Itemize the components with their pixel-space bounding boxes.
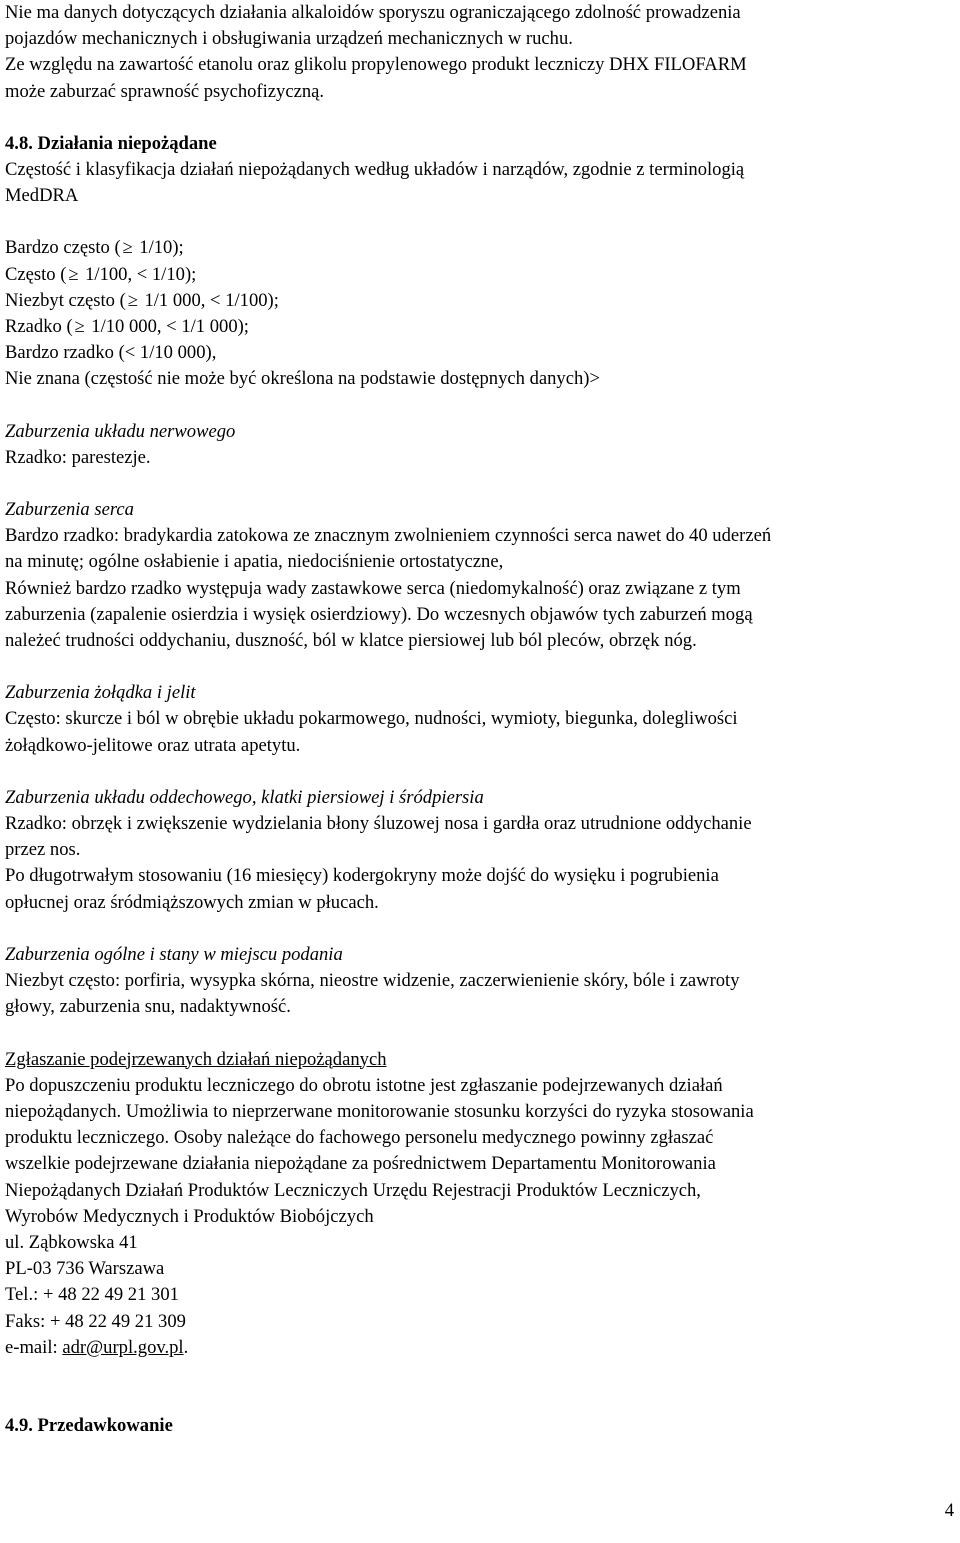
reporting-heading: Zgłaszanie podejrzewanych działań niepożądanych: [5, 1048, 387, 1070]
frequency-item: Często ( ≥ 1/100, < 1/10);: [5, 262, 957, 288]
section-heading-adverse-effects: 4.8. Działania niepożądane: [5, 132, 217, 154]
fax-number: Faks: + 48 22 49 21 309: [5, 1310, 186, 1332]
geq-symbol: ≥: [127, 289, 138, 311]
group-line: Niezbyt często: porfiria, wysypka skórna, nieostre widzenie, zaczerwienienie skóry, bóle i zawroty: [5, 970, 740, 992]
intro-line: Ze względu na zawartość etanolu oraz glikolu propylenowego produkt leczniczy DHX FILOFARM: [5, 54, 747, 76]
group-line: Po długotrwałym stosowaniu (16 miesięcy) kodergokryny może dojść do wysięku i pogrubienia: [5, 865, 719, 887]
intro-line: Nie ma danych dotyczących działania alkaloidów sporyszu ograniczającego zdolność prowadzenia: [5, 2, 741, 23]
frequency-item: Niezbyt często ( ≥ 1/1 000, < 1/100);: [5, 288, 957, 314]
group-line: Również bardzo rzadko występuja wady zastawkowe serca (niedomykalność) oraz związane z tym: [5, 577, 741, 599]
group-line: głowy, zaburzenia snu, nadaktywność.: [5, 996, 291, 1018]
group-cardiac: [5, 497, 957, 654]
group-respiratory: [5, 785, 957, 916]
phone-number: Tel.: + 48 22 49 21 301: [5, 1284, 179, 1306]
page-number: 4: [944, 1500, 954, 1521]
reporting-line: niepożądanych. Umożliwia to nieprzerwane monitorowanie stosunku korzyści do ryzyka stosowania: [5, 1100, 754, 1122]
group-line: Bardzo rzadko: bradykardia zatokowa ze znacznym zwolnieniem czynności serca nawet do 40 uderzeń: [5, 525, 772, 547]
group-heading: Zaburzenia żołądka i jelit: [5, 682, 196, 704]
group-heading: Zaburzenia układu oddechowego, klatki piersiowej i śródpiersia: [5, 786, 484, 808]
intro-paragraph: [5, 0, 957, 105]
group-line: Rzadko: obrzęk i zwiększenie wydzielania błony śluzowej nosa i gardła oraz utrudnione oddychanie: [5, 813, 752, 835]
group-line: Często: skurcze i ból w obrębie układu pokarmowego, nudności, wymioty, biegunka, dolegliwości: [5, 708, 738, 730]
reporting-line: wszelkie podejrzewane działania niepożądane za pośrednictwem Departamentu Monitorowania: [5, 1153, 716, 1175]
group-general-disorders: [5, 942, 957, 1021]
reporting-line: Wyrobów Medycznych i Produktów Biobójczych: [5, 1205, 374, 1227]
reporting-line: produktu leczniczego. Osoby należące do fachowego personelu medycznego powinny zgłaszać: [5, 1127, 714, 1149]
email-line: e-mail: adr@urpl.gov.pl.: [5, 1336, 189, 1358]
address-street: ul. Ząbkowska 41: [5, 1231, 138, 1253]
group-heading: Zaburzenia serca: [5, 499, 134, 521]
email-link[interactable]: adr@urpl.gov.pl: [62, 1336, 184, 1358]
address-city: PL-03 736 Warszawa: [5, 1258, 165, 1280]
frequency-list: [5, 235, 957, 392]
group-heading: Zaburzenia układu nerwowego: [5, 420, 236, 442]
group-line: żołądkowo-jelitowe oraz utrata apetytu.: [5, 734, 301, 756]
reporting-section: [5, 1047, 957, 1361]
geq-symbol: ≥: [74, 316, 85, 338]
section-heading-overdose: 4.9. Przedawkowanie: [5, 1414, 173, 1436]
document-page: [5, 0, 957, 1439]
reporting-line: Po dopuszczeniu produktu leczniczego do obrotu istotne jest zgłaszanie podejrzewanych działań: [5, 1074, 723, 1096]
frequency-item: Bardzo często ( ≥ 1/10);: [5, 235, 957, 261]
group-line: należeć trudności oddychaniu, duszność, ból w klatce piersiowej lub ból pleców, obrzęk nóg.: [5, 630, 697, 652]
group-gastrointestinal: [5, 680, 957, 759]
frequency-item: Rzadko ( ≥ 1/10 000, < 1/1 000);: [5, 314, 957, 340]
group-heading: Zaburzenia ogólne i stany w miejscu podania: [5, 943, 343, 965]
geq-symbol: ≥: [122, 237, 133, 259]
description-line: MedDRA: [5, 185, 79, 207]
group-line: przez nos.: [5, 839, 81, 861]
description-line: Częstość i klasyfikacja działań niepożądanych według układów i narządów, zgodnie z terminologią: [5, 159, 745, 181]
group-nervous-system: [5, 419, 957, 471]
group-line: na minutę; ogólne osłabienie i apatia, niedociśnienie ortostatyczne,: [5, 551, 504, 573]
frequency-item: Bardzo rzadko (< 1/10 000),: [5, 342, 217, 364]
group-line: opłucnej oraz śródmiąższowych zmian w płucach.: [5, 891, 379, 913]
group-line: zaburzenia (zapalenie osierdzia i wysięk osierdziowy). Do wczesnych objawów tych zaburzeń mogą: [5, 603, 753, 625]
reporting-line: Niepożądanych Działań Produktów Leczniczych Urzędu Rejestracji Produktów Leczniczych,: [5, 1179, 701, 1201]
intro-line: pojazdów mechanicznych i obsługiwania urządzeń mechanicznych w ruchu.: [5, 28, 573, 50]
frequency-item: Nie znana (częstość nie może być określona na podstawie dostępnych danych)>: [5, 368, 600, 390]
geq-symbol: ≥: [68, 263, 79, 285]
intro-line: może zaburzać sprawność psychofizyczną.: [5, 80, 325, 102]
group-line: Rzadko: parestezje.: [5, 446, 151, 468]
